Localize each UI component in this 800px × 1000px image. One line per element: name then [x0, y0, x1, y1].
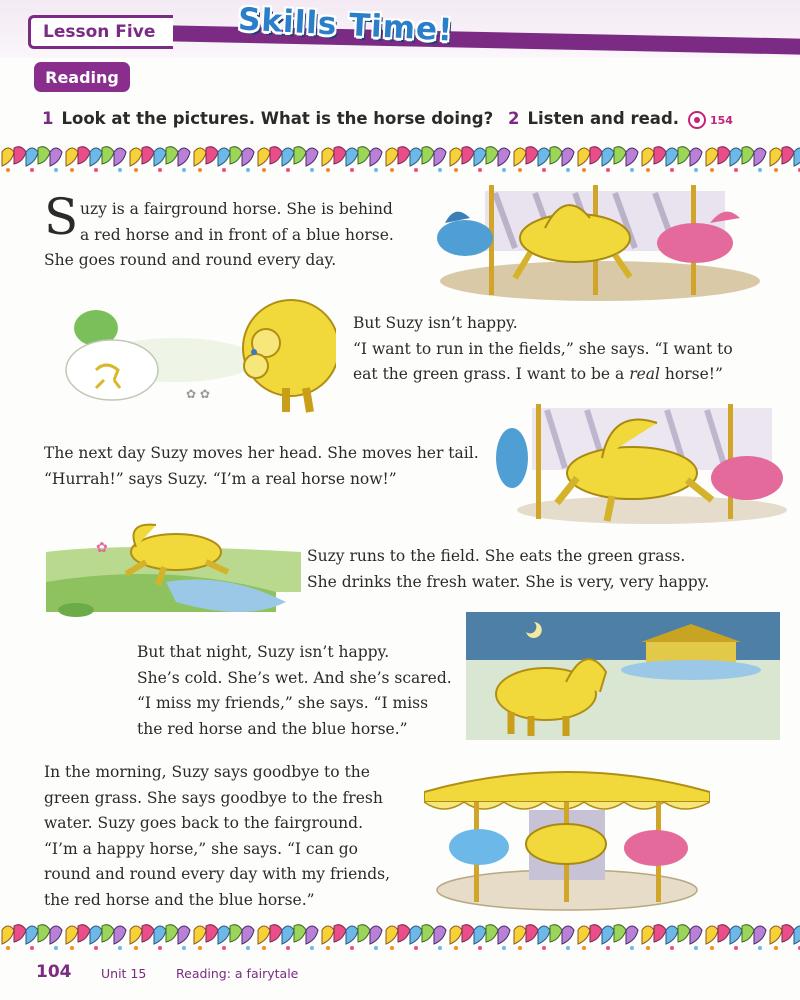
- story-paragraph-3: The next day Suzy moves her head. She moves her tail. “Hurrah!” says Suzy. “I’m a real horse now!”: [44, 444, 479, 488]
- story-paragraph-2: But Suzy isn’t happy. “I want to run in the fields,” she says. “I want to eat the green grass. I want to be a real horse!”: [353, 314, 733, 383]
- page-title: Skills Time!: [237, 1, 455, 49]
- audio-track-number: 154: [710, 114, 733, 127]
- lesson-tab: [28, 15, 173, 49]
- story-paragraph-6: In the morning, Suzy says goodbye to the green grass. She says goodbye to the fresh water. Suzy goes back to the fairground. “I’m a happy horse,” she says. “I can go round and round every day with my friends, the red horse and the blue horse.”: [44, 763, 391, 909]
- svg-text:✿: ✿: [96, 540, 108, 556]
- story-paragraph-5: But that night, Suzy isn’t happy. She’s cold. She’s wet. And she’s scared. “I miss my friends,” she says. “I miss the red horse and the blue horse.”: [137, 643, 452, 738]
- field-running-illustration: [46, 512, 301, 624]
- dreaming-horse-illustration: [56, 288, 336, 416]
- decorative-ribbon-bottom: [0, 920, 800, 956]
- night-scene-illustration: [466, 612, 780, 740]
- lesson-label: Lesson Five: [43, 22, 156, 42]
- instruction-1: 1 Look at the pictures. What is the horse doing?: [42, 109, 494, 128]
- instruction-2: 2 Listen and read.: [508, 109, 680, 128]
- decorative-ribbon-top: [0, 142, 800, 178]
- cd-audio-icon[interactable]: [688, 111, 706, 129]
- unit-label: Unit 15: [101, 966, 147, 981]
- story-paragraph-1-a: uzy is a fairground horse. She is behind a red horse and in front of a blue horse.: [80, 200, 394, 244]
- carousel-illustration-3: [424, 762, 710, 914]
- carousel-illustration-1: [425, 183, 760, 303]
- svg-text:✿ ✿: ✿ ✿: [186, 387, 210, 401]
- section-label: Reading: a fairytale: [176, 966, 299, 981]
- page-number: 104: [36, 962, 72, 982]
- section-badge: Reading: [34, 62, 130, 92]
- story-paragraph-4: Suzy runs to the field. She eats the green grass. She drinks the fresh water. She is very, very happy.: [307, 547, 710, 591]
- carousel-illustration-2: [492, 398, 790, 528]
- story-paragraph-1-b: She goes round and round every day.: [44, 251, 337, 269]
- drop-cap: S: [44, 188, 79, 246]
